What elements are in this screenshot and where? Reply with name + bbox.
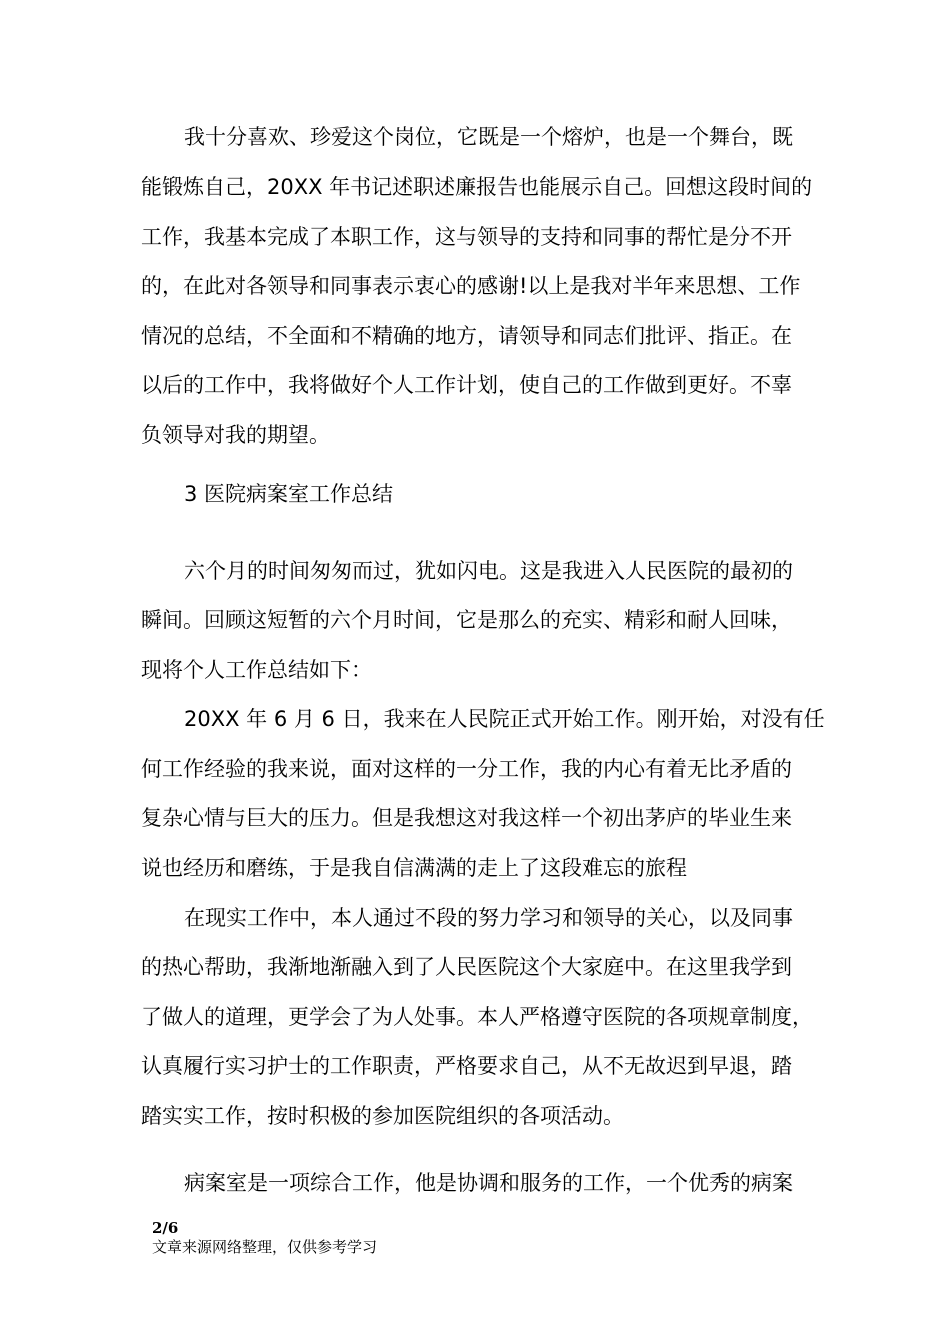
paragraph-4-line-4: 说也经历和磨练，于是我自信满满的走上了这段难忘的旅程 — [141, 856, 687, 880]
paragraph-3-line-2: 瞬间。回顾这短暂的六个月时间，它是那么的充实、精彩和耐人回味， — [141, 608, 792, 632]
paragraph-5-line-2: 的热心帮助，我渐地渐融入到了人民医院这个大家庭中。在这里我学到 — [141, 955, 792, 979]
paragraph-5-line-1: 在现实工作中，本人通过不段的努力学习和领导的关心，以及同事 — [184, 906, 793, 930]
page-number: 2/6 — [152, 1219, 179, 1237]
paragraph-3-line-1: 六个月的时间匆匆而过，犹如闪电。这是我进入人民医院的最初的 — [184, 559, 793, 583]
paragraph-5-line-3: 了做人的道理，更学会了为人处事。本人严格遵守医院的各项规章制度， — [141, 1005, 813, 1029]
paragraph-6-line-1: 病案室是一项综合工作，他是协调和服务的工作，一个优秀的病案 — [184, 1171, 793, 1195]
source-note: 文章来源网络整理，仅供参考学习 — [152, 1238, 378, 1256]
paragraph-4-line-3: 复杂心情与巨大的压力。但是我想这对我这样一个初出茅庐的毕业生来 — [141, 806, 792, 830]
paragraph-1-line-1: 我十分喜欢、珍爱这个岗位，它既是一个熔炉，也是一个舞台，既 — [184, 125, 793, 149]
paragraph-4-line-1: 20XX 年 6 月 6 日，我来在人民院正式开始工作。刚开始，对没有任 — [184, 707, 825, 731]
paragraph-1-line-7: 负领导对我的期望。 — [141, 423, 330, 447]
paragraph-4-line-2: 何工作经验的我来说，面对这样的一分工作，我的内心有着无比矛盾的 — [141, 757, 792, 781]
paragraph-3-line-3: 现将个人工作总结如下： — [141, 658, 372, 682]
paragraph-1-line-5: 情况的总结，不全面和不精确的地方，请领导和同志们批评、指正。在 — [141, 324, 792, 348]
paragraph-1-line-3: 工作，我基本完成了本职工作，这与领导的支持和同事的帮忙是分不开 — [141, 225, 792, 249]
paragraph-5-line-4: 认真履行实习护士的工作职责，严格要求自己，从不无故迟到早退，踏 — [141, 1054, 792, 1078]
paragraph-1-line-2: 能锻炼自己，20XX 年书记述职述廉报告也能展示自己。回想这段时间的 — [141, 175, 813, 199]
section-heading: 3 医院病案室工作总结 — [184, 482, 394, 506]
paragraph-1-line-6: 以后的工作中，我将做好个人工作计划，使自己的工作做到更好。不辜 — [141, 373, 792, 397]
paragraph-5-line-5: 踏实实工作，按时积极的参加医院组织的各项活动。 — [141, 1104, 624, 1128]
paragraph-1-line-4: 的，在此对各领导和同事表示衷心的感谢!以上是我对半年来思想、工作 — [141, 274, 801, 298]
